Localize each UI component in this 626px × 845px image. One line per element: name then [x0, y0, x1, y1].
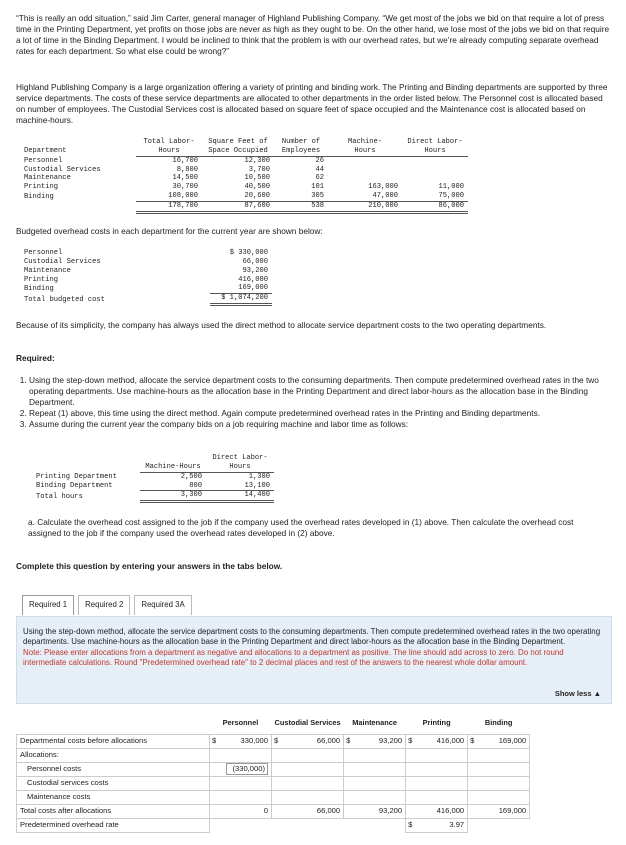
cell-input[interactable]: 169,000	[468, 804, 530, 818]
col-header: Space Occupied	[202, 147, 274, 156]
cell-input[interactable]: 0	[210, 804, 272, 818]
cell-input[interactable]: 416,000	[406, 804, 468, 818]
tab-required-3a[interactable]: Required 3A	[134, 595, 191, 615]
cell-input[interactable]: 66,000	[272, 804, 344, 818]
show-less-button[interactable]: Show less ▲	[554, 689, 601, 699]
col-personnel: Personnel	[222, 717, 259, 727]
cell-input[interactable]	[468, 776, 530, 790]
job-hours-table	[32, 454, 274, 503]
table-row: Personnel 16,700 12,300 26	[24, 156, 324, 165]
col-header: Machine-	[347, 138, 383, 146]
table-row: Printing Department 2,500 1,300	[36, 472, 270, 481]
col-header: Number of	[281, 138, 321, 146]
table-row: Printing 416,000	[24, 275, 268, 284]
answer-grid	[16, 712, 530, 833]
table-row: Binding 169,000	[20, 284, 272, 293]
table-row: Binding Department 800 13,100	[32, 482, 274, 491]
cell-input[interactable]: 330,000	[223, 734, 272, 748]
cell-input[interactable]: 93,200	[344, 804, 406, 818]
cell-input[interactable]	[406, 776, 468, 790]
rate-printing-input[interactable]: 3.97	[419, 818, 468, 832]
cell-input[interactable]	[468, 790, 530, 804]
col-printing: Printing	[422, 717, 451, 727]
table-row: Personnel $ 330,000	[24, 249, 268, 257]
cell-input[interactable]: (330,000)	[226, 763, 268, 775]
table-row: Custodial Services 66,000	[24, 257, 268, 266]
cell-input[interactable]	[406, 790, 468, 804]
col-header: Employees	[274, 147, 328, 156]
col-header: Machine-Hours	[140, 463, 206, 472]
col-binding: Binding	[484, 717, 513, 727]
cell-input[interactable]	[210, 776, 272, 790]
table-row: Departmental costs before allocations $ 330,000 $ 66,000 $ 93,200 $ 416,000 $ 169,000	[17, 734, 530, 748]
col-header: Direct Labor-	[212, 454, 268, 462]
requirements-list	[16, 375, 612, 430]
tab-required-1[interactable]: Required 1	[22, 595, 74, 615]
cell-input[interactable]	[344, 776, 406, 790]
cell-input[interactable]	[344, 790, 406, 804]
cell-input[interactable]: 93,200	[357, 734, 406, 748]
table-row: Allocations:	[17, 748, 530, 762]
table-row: Maintenance 93,200	[24, 266, 268, 275]
requirement-tabs	[22, 595, 192, 615]
intro-description: Highland Publishing Company is a large organization offering a variety of printing and binding work. The Printing and Binding departments are supported by three service departments. The costs of these service departments are allocated to other departments in the order listed below. The Personnel cost is allocated based on number of employees. The Custodial Services cost is allocated based on square feet of space occupied and the Maintenance cost is allocated based on machine-hours.	[16, 82, 608, 125]
requirement-3a: a. Calculate the overhead cost assigned to the job if the company used the overhead rates developed in (1) above. Then calculate the overhead cost assigned to the job if the company used the overhead rates developed in (2) above.	[28, 517, 574, 538]
col-custodial: Custodial Services	[274, 718, 341, 728]
col-header: Hours	[402, 147, 468, 156]
cell-input[interactable]	[406, 762, 468, 776]
cell-input[interactable]	[344, 762, 406, 776]
cell-input[interactable]	[272, 790, 344, 804]
col-header: Total Labor-	[143, 138, 195, 146]
cell-input[interactable]	[468, 762, 530, 776]
required-heading: Required:	[16, 353, 55, 363]
cell-input[interactable]	[210, 790, 272, 804]
col-header: Hours	[206, 463, 274, 472]
table-row: Total costs after allocations 0 66,000 93,200 416,000 169,000	[17, 804, 530, 818]
panel-instructions: Using the step-down method, allocate the service department costs to the consuming departments. Then compute predetermined overhead rates in the two operating departments. Use machine-hours as the allocation base in the Printing Department and direct labor-hours as the allocation base in the Binding Department.	[23, 627, 601, 647]
table-row: Binding 108,000 20,600 305 47,000 75,000	[20, 192, 468, 201]
col-header: Hours	[328, 147, 402, 156]
cell-input[interactable]: 66,000	[285, 734, 344, 748]
col-header: Department	[24, 147, 67, 156]
col-header: Square Feet of	[208, 138, 268, 146]
requirement-1: 1. Using the step-down method, allocate the service department costs to the consuming departments. Then compute predetermined overhead rates in the two operating departments. Use machine-hours as the allocation base in the Printing Department and direct labor-hours as the allocation base in the Binding Department.	[29, 375, 612, 408]
table-total-row: Total hours 3,300 14,400	[32, 491, 274, 502]
simplicity-text: Because of its simplicity, the company has always used the direct method to allocate service department costs to the two operating departments.	[16, 320, 547, 330]
instruction-panel	[16, 616, 612, 704]
table-row: Printing 30,700 40,500 101 163,000 11,000	[24, 183, 464, 192]
complete-prompt: Complete this question by entering your answers in the tabs below.	[16, 561, 283, 571]
cell-input[interactable]	[272, 762, 344, 776]
requirement-3: 3. Assume during the current year the company bids on a job requiring machine and labor time as follows:	[29, 419, 612, 430]
table-total-row: Total budgeted cost $ 1,074,200	[20, 294, 272, 305]
col-header: Direct Labor-	[407, 138, 463, 146]
cell-input[interactable]: 416,000	[419, 734, 468, 748]
budget-table	[20, 249, 272, 306]
table-row: Maintenance costs	[17, 790, 530, 804]
table-row: Personnel costs (330,000)	[17, 762, 530, 776]
col-header: Hours	[136, 147, 202, 156]
table-row: Predetermined overhead rate $ 3.97	[17, 818, 530, 832]
budget-intro: Budgeted overhead costs in each department for the current year are shown below:	[16, 226, 323, 236]
col-maintenance: Maintenance	[352, 717, 398, 727]
requirement-2: 2. Repeat (1) above, this time using the direct method. Again compute predetermined overhead rates in the Printing and Binding departments.	[29, 408, 612, 419]
cell-input[interactable]: 169,000	[481, 734, 530, 748]
cell-input[interactable]	[272, 776, 344, 790]
panel-note: Note: Please enter allocations from a department as negative and allocations to a department as positive. The line should add across to zero. Do not round intermediate calculations. Round "Predetermined overhead rate" to 2 decimal places and rest of the answers to the nearest whole dollar amount.	[23, 647, 564, 667]
table-row: Custodial services costs	[17, 776, 530, 790]
department-data-table	[20, 138, 468, 214]
table-row: Maintenance 14,500 10,500 62	[24, 174, 324, 183]
table-row: Custodial Services 8,800 3,700 44	[24, 165, 324, 174]
tab-required-2[interactable]: Required 2	[78, 595, 130, 615]
intro-quote: “This is really an odd situation,” said Jim Carter, general manager of Highland Publishing Company. “We get most of the jobs we bid on that require a lot of press time in the Printing Department, yet profits on those jobs are never as high as they ought to be. On the other hand, we lose most of the jobs we bid on that require a lot of time in the Binding Department. I would be inclined to think that the problem is with our overhead rates, but we’re already computing separate overhead rates for each department. So what else could be wrong?”	[16, 13, 610, 56]
table-total-row: 178,700 87,600 538 210,000 86,000	[20, 202, 468, 213]
